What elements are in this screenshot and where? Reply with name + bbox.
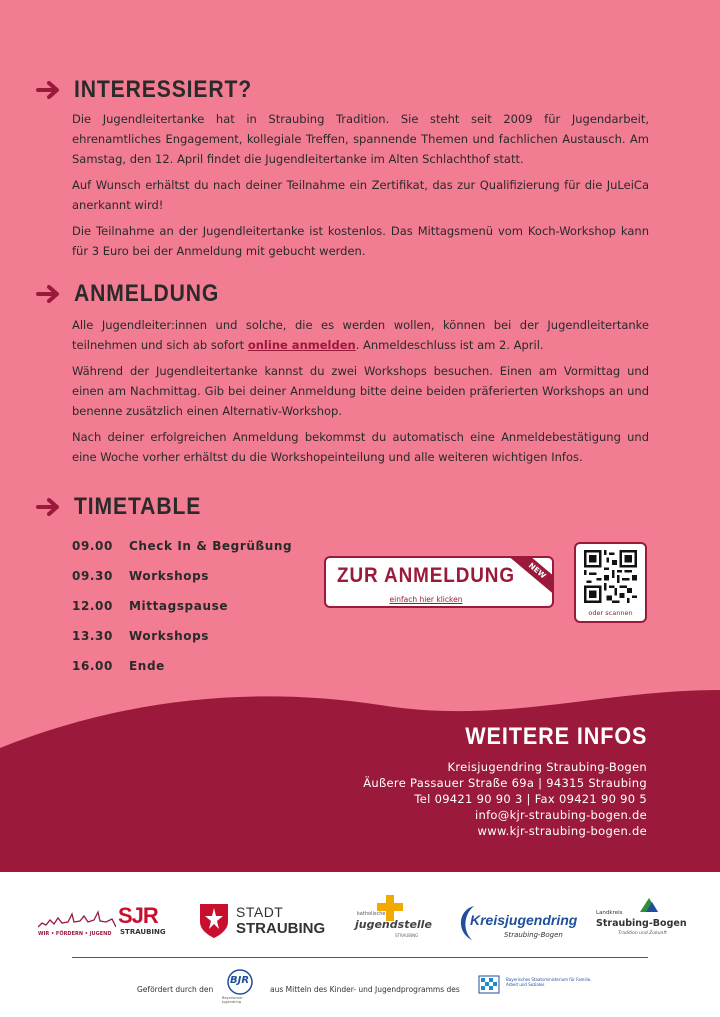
paragraph-text: . Anmeldeschluss ist am 2. April.	[355, 338, 544, 352]
landkreis-emblem-icon	[638, 896, 660, 914]
qr-code-box[interactable]	[574, 542, 647, 623]
kath-main: jugendstelle	[355, 918, 432, 931]
timetable-time: 09.00	[72, 539, 113, 553]
paragraph: Nach deiner erfolgreichen Anmeldung bekommst du automatisch eine Anmeldebestätigung und eine Woche vorher erhältst du die Workshopeinteilung und alle weiteren wichtigen Infos.	[72, 430, 649, 464]
kath-sub: STRAUBING	[395, 933, 419, 938]
paragraph: Während der Jugendleitertanke kannst du zwei Workshops besuchen. Einen am Vormittag und einen am Nachmittag. Gib bei deiner Anmeldung bitte deine beiden präferierten Workshops an und benenne zusätzlich einen Alternativ-Workshop.	[72, 364, 649, 418]
bjr-logo	[222, 969, 258, 1005]
timetable-label: Workshops	[129, 629, 210, 643]
timetable-time: 12.00	[72, 599, 113, 613]
footer-divider	[72, 957, 648, 958]
timetable-label: Workshops	[129, 569, 210, 583]
funding-text-left: Gefördert durch den	[137, 985, 214, 994]
landkreis-sub: Tradition und Zukunft	[618, 931, 667, 936]
sjr-city: STRAUBING	[120, 928, 166, 936]
kjr-main: Kreisjugendring	[470, 912, 578, 928]
kreisjugendring-logo	[456, 902, 578, 944]
paragraph-text: Alle Jugendleiter:innen und solche, die es werden wollen, können bei der Jugendleitertanke teilnehmen und sich ab sofort	[72, 318, 649, 352]
qr-code-icon	[584, 550, 637, 603]
timetable-row	[72, 539, 292, 553]
city-skyline-icon	[38, 908, 116, 928]
arrow-right-icon	[36, 498, 62, 516]
kjr-sub: Straubing-Bogen	[504, 931, 563, 939]
timetable-label: Mittagspause	[129, 599, 229, 613]
timetable-label: Ende	[129, 659, 165, 673]
stadt-straubing-logo	[198, 902, 333, 944]
timetable-row	[72, 659, 165, 673]
bjr-sub: Bayerischer Jugendring	[222, 996, 243, 1004]
arrow-right-icon	[36, 81, 62, 99]
ministry-logo	[478, 975, 598, 999]
straubing-label: STRAUBING	[236, 920, 326, 937]
landkreis-straubing-bogen-logo	[596, 896, 687, 942]
info-email-link[interactable]: info@kjr-straubing-bogen.de	[475, 808, 647, 822]
section-title: INTERESSIERT?	[74, 76, 253, 103]
qr-label: oder scannen	[588, 609, 633, 617]
section-interessiert-header	[36, 76, 276, 104]
stadt-label: STADT	[236, 904, 284, 920]
timetable-time: 16.00	[72, 659, 113, 673]
timetable-row	[72, 629, 209, 643]
info-line: Äußere Passauer Straße 69a | 94315 Straubing	[363, 776, 647, 790]
landkreis-top: Landkreis	[596, 910, 623, 916]
paragraph: Die Jugendleitertanke hat in Straubing Tradition. Sie steht seit 2009 für Jugendarbeit, ehrenamtliches Engagement, kollegiale Treffen, spannende Themen und fachlichen Austausch. Am Samstag, den 12. April findet die Jugendleitertanke im Alten Schlachthof statt.	[72, 112, 649, 166]
new-badge: NEW	[510, 556, 554, 595]
kath-top: katholische	[357, 911, 386, 917]
paragraph: Auf Wunsch erhältst du nach deiner Teilnahme ein Zertifikat, das zur Qualifizierung für die JuLeiCa anerkannt wird!	[72, 178, 649, 212]
paragraph: Die Teilnahme an der Jugendleitertanke ist kostenlos. Das Mittagsmenü vom Koch-Workshop kann für 3 Euro bei der Anmeldung mit gebucht werden.	[72, 224, 649, 258]
timetable-label: Check In & Begrüßung	[129, 539, 293, 553]
bavarian-crest-icon	[478, 975, 500, 995]
city-crest-icon	[198, 902, 230, 940]
sjr-wordmark: SJR	[118, 903, 158, 928]
arrow-right-icon	[36, 285, 62, 303]
section-timetable-header	[36, 493, 219, 521]
cta-label: ZUR ANMELDUNG	[337, 564, 515, 587]
landkreis-main: Straubing-Bogen	[596, 918, 687, 929]
info-line: Tel 09421 90 90 3 | Fax 09421 90 90 5	[414, 792, 647, 806]
info-heading: WEITERE INFOS	[464, 723, 647, 750]
info-line: Kreisjugendring Straubing-Bogen	[447, 760, 647, 774]
timetable-row	[72, 569, 209, 583]
katholische-jugendstelle-logo	[355, 895, 432, 945]
online-anmelden-link[interactable]: online anmelden	[247, 338, 356, 352]
info-website-link[interactable]: www.kjr-straubing-bogen.de	[477, 824, 647, 838]
ministry-name: Bayerisches Staatsministerium für Familie, Arbeit und Soziales	[506, 977, 592, 987]
section-anmeldung-header	[36, 280, 239, 308]
section-title: TIMETABLE	[74, 493, 202, 520]
timetable-row	[72, 599, 228, 613]
section-title: ANMELDUNG	[74, 280, 220, 307]
bjr-wordmark: BJR	[230, 975, 250, 986]
zur-anmeldung-button[interactable]	[324, 556, 554, 608]
timetable-time: 13.30	[72, 629, 113, 643]
paragraph	[72, 315, 649, 355]
sjr-straubing-logo	[38, 900, 168, 945]
timetable-time: 09.30	[72, 569, 113, 583]
funding-text-middle: aus Mitteln des Kinder- und Jugendprogramms des	[270, 985, 460, 994]
cta-sublabel: einfach hier klicken	[389, 595, 463, 604]
sjr-tagline: WIR • FÖRDERN • JUGEND	[38, 931, 112, 937]
